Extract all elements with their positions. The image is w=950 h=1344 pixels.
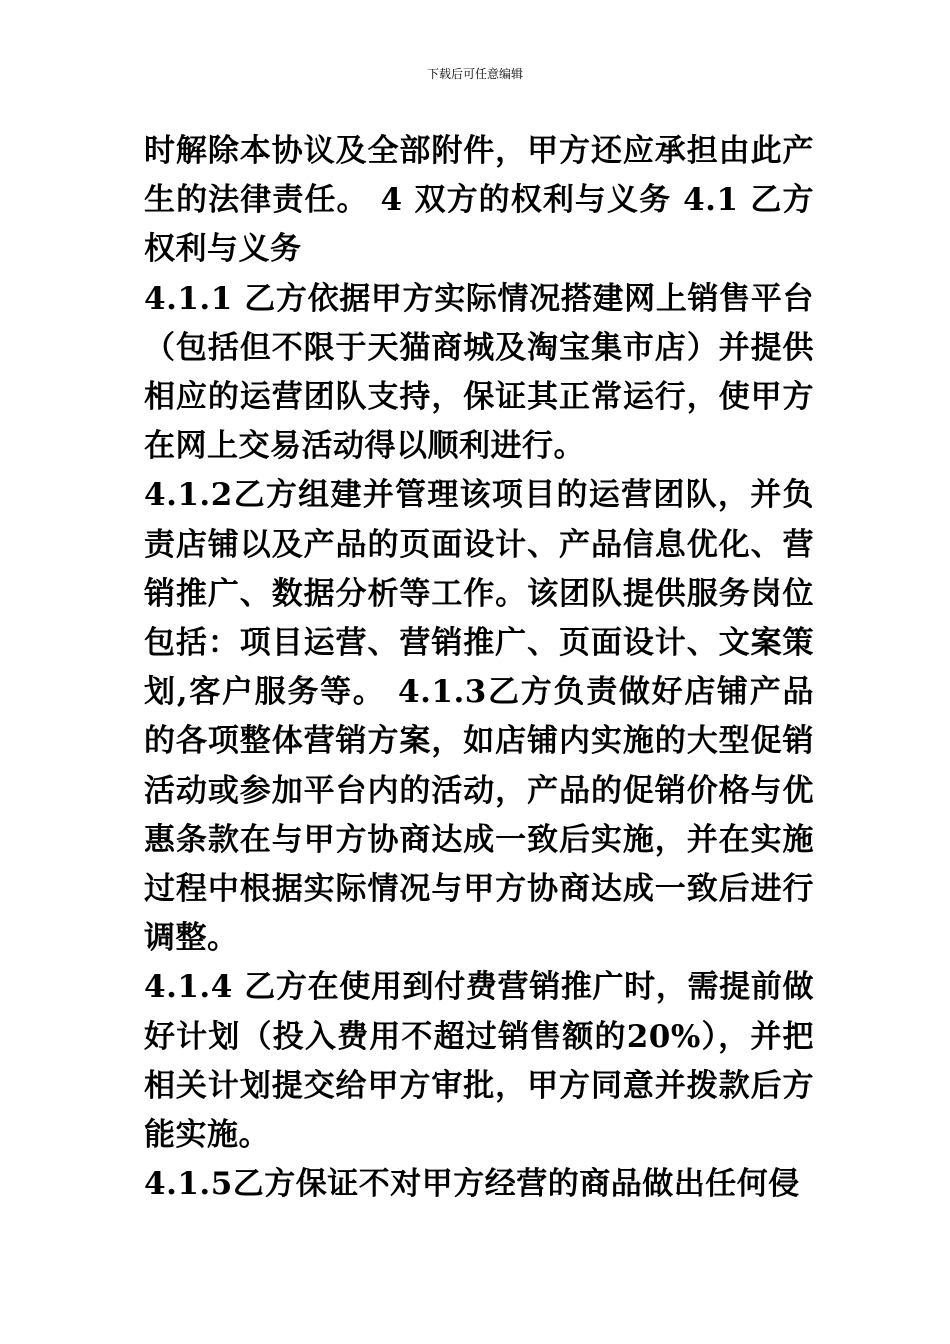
paragraph-4-1-2: 4.1.2乙方组建并管理该项目的运营团队，并负责店铺以及产品的页面设计、产品信息优化、营销推广、数据分析等工作。该团队提供服务岗位包括：项目运营、营销推广、页面设计、文案策划,客户服务等。 4.1.3乙方负责做好店铺产品的各项整体营销方案，如店铺内实施的大型促销活动或参加平台内的活动，产品的促销价格与优惠条款在与甲方协商达成一致后实施，并在实施过程中根据实际情况与甲方协商达成一致后进行调整。 xyxy=(144,477,814,957)
page-header: 下载后可任意编辑 xyxy=(426,67,523,81)
paragraph-4-1-5: 4.1.5乙方保证不对甲方经营的商品做出任何侵 xyxy=(144,1166,800,1203)
paragraph-termination: 时解除本协议及全部附件，甲方还应承担由此产生的法律责任。 4 双方的权利与义务 4.1 乙方权利与义务 xyxy=(144,133,814,268)
paragraph-4-1-4: 4.1.4 乙方在使用到付费营销推广时，需提前做好计划（投入费用不超过销售额的20%），并把相关计划提交给甲方审批，甲方同意并拨款后方能实施。 xyxy=(144,969,814,1154)
document-body xyxy=(144,127,814,1209)
paragraph-4-1-1: 4.1.1 乙方依据甲方实际情况搭建网上销售平台（包括但不限于天猫商城及淘宝集市店）并提供相应的运营团队支持，保证其正常运行，使甲方在网上交易活动得以顺利进行。 xyxy=(144,280,814,465)
